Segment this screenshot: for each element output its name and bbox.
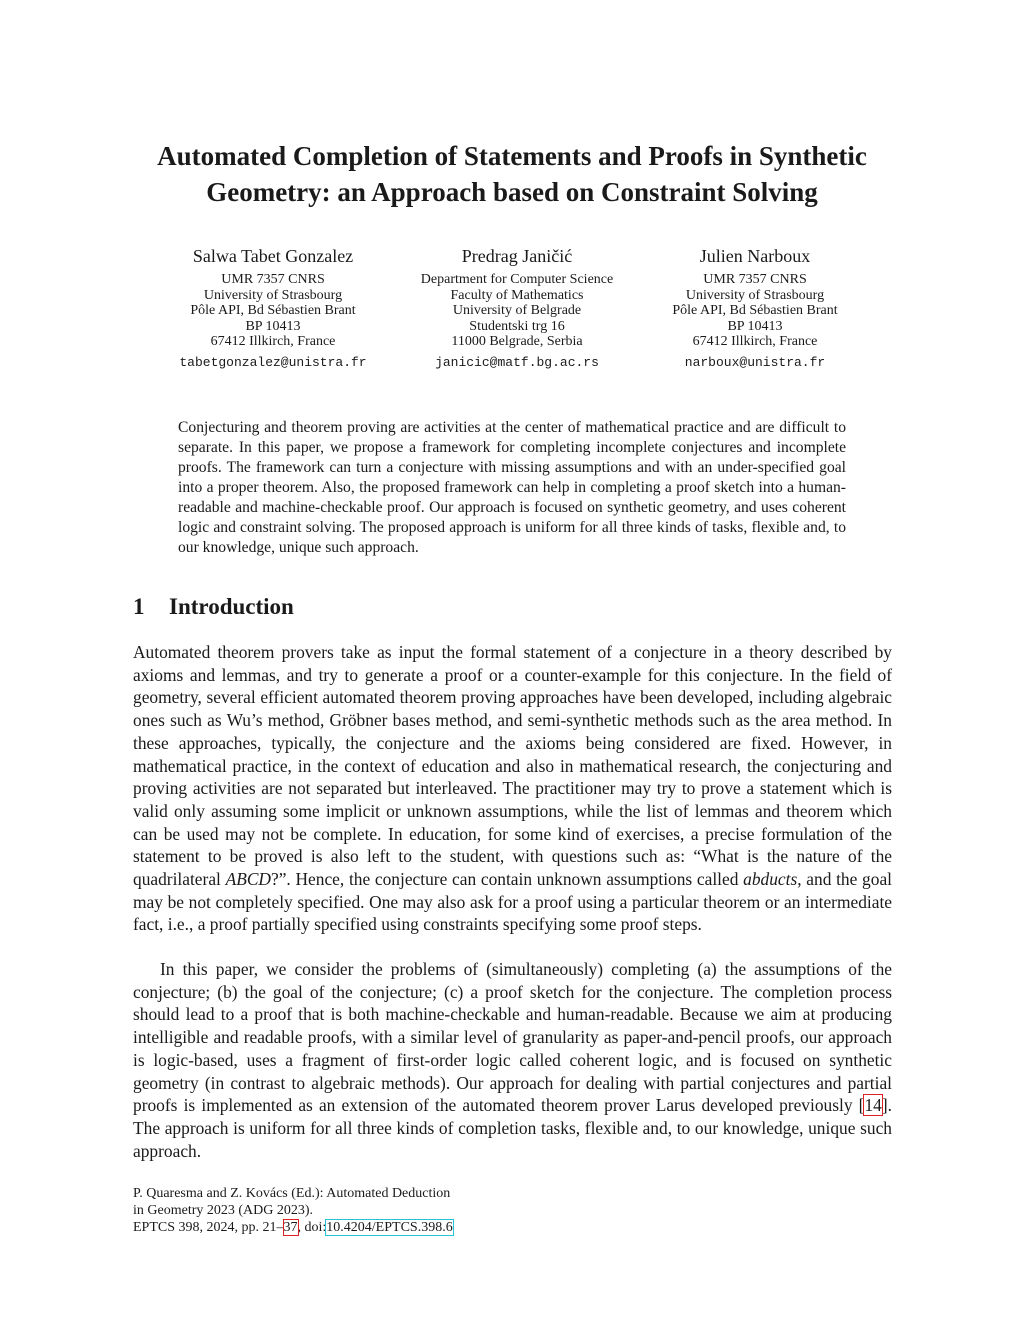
author-email[interactable]: tabetgonzalez@unistra.fr	[179, 354, 367, 370]
affiliation-line: University of Strasbourg	[685, 287, 825, 303]
abstract: Conjecturing and theorem proving are activities at the center of mathematical practice and are difficult to separate. In this paper, we propose a framework for completing incomplete conjectures and incomplete proofs. The framework can turn a conjecture with missing assumptions and with an under-specified goal into a proper theorem. Also, the proposed framework can help in completing a proof sketch into a human-readable and machine-checkable proof. Our approach is focused on synthetic geometry, and uses coherent logic and constraint solving. The proposed approach is uniform for all three kinds of tasks, flexible and, to our knowledge, unique such approach.	[178, 419, 846, 556]
text-run: ?”. Hence, the conjecture can contain unknown assumptions called	[270, 869, 744, 890]
last-page-link[interactable]: 37	[283, 1220, 298, 1235]
text-run: In this paper, we consider the problems of (simultaneously) completing (a) the assumptions of the conjecture; (b) the goal of the conjecture; (c) a proof sketch for the conjecture. The completion process should lead to a proof that is both machine-checkable and human-readable. Because we aim at producing intelligible and readable proofs, with a similar level of granularity as paper-and-pencil proofs, our approach is logic-based, uses a fragment of first-order logic called coherent logic, and is focused on synthetic geometry (in contrast to algebraic methods). Our approach for dealing with partial conjectures and partial proofs is implemented as an extension of the automated theorem prover Larus developed previously [	[133, 959, 892, 1116]
term-abducts: abducts	[743, 869, 798, 890]
affiliation-line: 67412 Illkirch, France	[210, 334, 336, 350]
affiliation-line: Faculty of Mathematics	[450, 287, 584, 303]
affiliation-line: Studentski trg 16	[469, 318, 565, 334]
intro-paragraph-1	[133, 641, 892, 936]
text-run: ]. The approach is uniform for all three kinds of completion tasks, flexible and, to our knowledge, unique such approach.	[133, 1095, 892, 1161]
affiliation-line: 11000 Belgrade, Serbia	[451, 334, 583, 350]
author-block-2	[387, 244, 647, 372]
author-affiliation	[387, 272, 647, 350]
author-name: Predrag Janičić	[461, 246, 573, 266]
text-run: , and the goal may be not completely specified. One may also ask for a proof using a particular theorem or an intermediate fact, i.e., a proof partially specified using constraints specifying some proof steps.	[133, 869, 892, 935]
text-run: Automated theorem provers take as input the formal statement of a conjecture in a theory described by axioms and lemmas, and try to generate a proof or a counter-example for this conjecture. In the field of geometry, several efficient automated theorem proving approaches have been developed, including algebraic ones such as Wu’s method, Gröbner bases method, and semi-synthetic methods such as the area method. In these approaches, typically, the conjecture and the axioms being considered are fixed. However, in mathematical practice, in the context of education and also in mathematical research, the conjecturing and proving activities are not separated but interleaved. The practitioner may try to prove a statement which is valid only assuming some implicit or unknown assumptions, while the list of lemmas and theorem which can be used may not be complete. In education, for some kind of exercises, a precise formulation of the statement to be proved is also left to the student, with questions such as: “What is the nature of the quadrilateral	[133, 642, 892, 890]
affiliation-line: University of Belgrade	[452, 303, 582, 319]
affiliation-line: 67412 Illkirch, France	[692, 334, 818, 350]
citation-link[interactable]: 14	[864, 1095, 882, 1116]
section-heading	[133, 592, 294, 622]
math-abcd: ABCD	[225, 869, 271, 890]
author-name: Salwa Tabet Gonzalez	[192, 246, 354, 266]
affiliation-line: UMR 7357 CNRS	[703, 272, 807, 287]
section-title: Introduction	[169, 594, 294, 619]
section-number: 1	[133, 594, 145, 619]
doi-link[interactable]: 10.4204/EPTCS.398.6	[326, 1220, 453, 1235]
affiliation-line: BP 10413	[245, 318, 301, 334]
affiliation-line: Department for Computer Science	[420, 272, 614, 287]
title-line-2: Geometry: an Approach based on Constraint Solving	[206, 177, 818, 207]
affiliation-line: BP 10413	[727, 318, 783, 334]
title-line-1: Automated Completion of Statements and Proofs in Synthetic	[157, 141, 867, 171]
affiliation-line: Pôle API, Bd Sébastien Brant	[672, 303, 838, 319]
footnote-line-2: in Geometry 2023 (ADG 2023).	[133, 1203, 314, 1218]
paper-title	[100, 138, 924, 210]
intro-paragraph-2	[133, 958, 892, 1162]
affiliation-line: Pôle API, Bd Sébastien Brant	[190, 303, 356, 319]
affiliation-line: University of Strasbourg	[203, 287, 343, 303]
footnote-line-3	[133, 1219, 453, 1236]
author-block-3	[625, 244, 885, 372]
author-email[interactable]: narboux@unistra.fr	[684, 354, 826, 370]
author-affiliation	[143, 272, 403, 350]
author-email[interactable]: janicic@matf.bg.ac.rs	[435, 354, 599, 370]
author-affiliation	[625, 272, 885, 350]
footnote-line-1: P. Quaresma and Z. Kovács (Ed.): Automated Deduction	[133, 1186, 451, 1201]
publication-footnote	[133, 1185, 453, 1236]
affiliation-line: UMR 7357 CNRS	[221, 272, 325, 287]
author-name: Julien Narboux	[699, 246, 811, 266]
pages-text: EPTCS 398, 2024, pp. 21–	[133, 1220, 284, 1235]
doi-prefix: , doi:	[297, 1220, 327, 1235]
author-block-1	[143, 244, 403, 372]
